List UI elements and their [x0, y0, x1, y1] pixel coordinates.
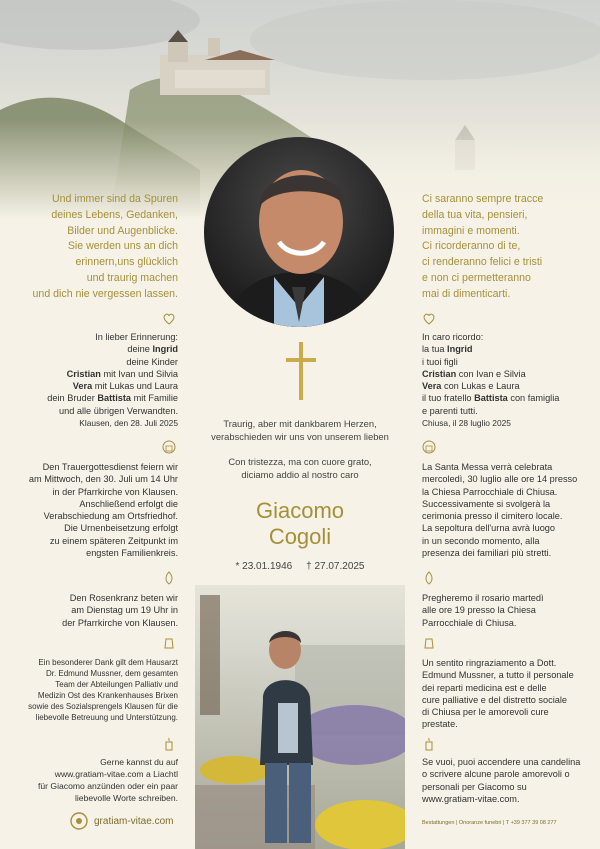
death-date: † 27.07.2025	[306, 561, 365, 572]
portrait-illustration	[204, 137, 394, 327]
service-line: engsten Familienkreis.	[86, 548, 178, 559]
verse-line: und traurig machen	[86, 271, 178, 284]
candle-line: liebevolle Worte schreiben.	[74, 793, 178, 803]
cross-icon	[286, 342, 316, 400]
verse-line: Ci saranno sempre tracce	[422, 193, 544, 205]
footer-brand[interactable]	[70, 812, 173, 830]
right-candle	[422, 756, 584, 805]
heart-icon	[422, 312, 436, 326]
church-icon	[422, 440, 436, 454]
rosary-line: der Pfarrkirche von Klausen.	[62, 617, 178, 628]
service-line: Anschließend erfolgt die	[79, 498, 178, 509]
thanks-line: dei reparti medicina est e delle	[422, 682, 547, 693]
service-line: Verabschiedung am Ortsfriedhof.	[43, 511, 178, 522]
footer-contact: Bestattungen | Onoranze funebri | T +39 377 39 08 277	[422, 820, 557, 826]
thanks-line: Edmund Mussner, a tutto il personale	[422, 670, 574, 681]
verse-line: Und immer sind da Spuren	[51, 193, 178, 205]
remembrance-line: Cristian mit Ivan und Silvia	[66, 368, 178, 379]
remembrance-intro: In lieber Erinnerung:	[95, 332, 178, 342]
candle-line: personali per Giacomo su	[422, 781, 527, 792]
rosary-line: Parrocchiale di Chiusa.	[422, 617, 517, 628]
verse-line: Ci ricorderanno di te,	[422, 240, 521, 253]
remembrance-line: und alle übrigen Verwandten.	[58, 405, 178, 416]
thanks-line: prestate.	[422, 719, 458, 730]
remembrance-line: deine Ingrid	[127, 344, 178, 355]
candle-line: www.gratiam-vitae.com a Liachtl	[54, 769, 178, 779]
service-line: Den Trauergottesdienst feiern wir	[42, 462, 178, 472]
rosary-line: alle ore 19 presso la Chiesa	[422, 605, 536, 616]
service-line: Die Urnenbeisetzung erfolgt	[64, 523, 178, 534]
thanks-line: Team der Abteilungen Palliativ und	[55, 680, 178, 689]
service-line: Successivamente si svolgerà la	[422, 498, 551, 509]
left-candle	[18, 756, 178, 804]
candle-line: für Giacomo anzünden oder ein paar	[38, 781, 178, 791]
thanks-line: Un sentito ringraziamento a Dott.	[422, 658, 557, 668]
thanks-line: cure palliative e del distretto sociale	[422, 694, 568, 705]
thanks-icon	[162, 636, 176, 650]
verse-line: e non ci permetteranno	[422, 271, 531, 284]
first-name: Giacomo	[255, 498, 345, 523]
heart-icon	[162, 312, 176, 326]
remembrance-line: e parenti tutti.	[422, 405, 478, 416]
rosary-icon	[162, 571, 176, 585]
verse-line: ci renderanno felici e tristi	[422, 256, 543, 269]
service-line: in un secondo momento, alla	[422, 535, 540, 546]
service-line: cerimonia presso il cimitero locale.	[422, 511, 563, 522]
candle-icon	[162, 737, 176, 751]
rosary-icon	[422, 571, 436, 585]
farewell-line: Con tristezza, ma con cuore grato,	[228, 456, 372, 467]
footer-brand-text: gratiam-vitae.com	[94, 815, 174, 827]
thanks-line: Medizin Ost des Krankenhauses Brixen	[37, 691, 178, 700]
brand-logo-icon	[70, 812, 88, 830]
candle-line: www.gratiam-vitae.com.	[422, 793, 520, 804]
remembrance-line: i tuoi figli	[422, 356, 458, 367]
thanks-line: liebevolle Betreuung und Unterstützung.	[35, 713, 178, 722]
right-rosary	[422, 592, 584, 629]
service-line: am Mittwoch, den 30. Juli um 14 Uhr	[28, 474, 178, 485]
farewell-line: Traurig, aber mit dankbarem Herzen,	[223, 418, 377, 429]
verse-line: immagini e momenti.	[422, 224, 520, 237]
church-icon	[162, 440, 176, 454]
garden-illustration	[195, 585, 405, 849]
thanks-line: di Chiusa per le amorevoli cure	[422, 707, 549, 718]
birth-date: * 23.01.1946	[235, 561, 293, 572]
verse-line: erinnern,uns glücklich	[75, 256, 178, 269]
life-dates	[196, 561, 404, 572]
farewell-line: verabschieden wir uns von unserem lieben	[211, 431, 389, 442]
verse-line: Bilder und Augenblicke.	[67, 224, 178, 237]
thanks-line: Ein besonderer Dank gilt dem Hausarzt	[38, 658, 178, 667]
thanks-icon	[422, 636, 436, 650]
remembrance-line: la tua Ingrid	[422, 344, 473, 355]
candle-line: o scrivere alcune parole amorevoli o	[422, 769, 570, 780]
portrait-photo	[204, 137, 394, 327]
thanks-line: Dr. Edmund Mussner, dem gesamten	[45, 669, 178, 678]
verse-line: Sie werden uns an dich	[67, 240, 178, 253]
rosary-line: Pregheremo il rosario martedì	[422, 593, 544, 603]
left-rosary	[18, 592, 178, 629]
remembrance-line: dein Bruder Battista mit Familie	[47, 393, 178, 404]
remembrance-line: Vera con Lukas e Laura	[422, 381, 520, 392]
right-remembrance	[422, 331, 584, 429]
left-verse	[18, 192, 178, 303]
service-line: zu einem späteren Zeitpunkt im	[49, 535, 178, 546]
right-thanks	[422, 657, 584, 731]
remembrance-line: il tuo fratello Battista con famiglia	[422, 393, 560, 404]
place-date: Chiusa, il 28 luglio 2025	[422, 418, 511, 429]
garden-photo	[195, 585, 405, 849]
service-line: presenza dei familiari più stretti.	[422, 548, 552, 559]
remembrance-intro: In caro ricordo:	[422, 332, 484, 342]
right-service	[422, 461, 584, 559]
german-farewell	[196, 417, 404, 443]
farewell-line: diciamo addio al nostro caro	[241, 469, 359, 480]
left-thanks	[18, 657, 178, 723]
last-name: Cogoli	[268, 524, 332, 549]
place-date: Klausen, den 28. Juli 2025	[79, 418, 178, 429]
verse-line: deines Lebens, Gedanken,	[51, 208, 178, 221]
candle-line: Se vuoi, puoi accendere una candelina	[422, 757, 581, 767]
thanks-line: sowie des Sozialsprengels Klausen für die	[28, 702, 178, 711]
right-verse	[422, 192, 584, 303]
verse-line: und dich nie vergessen lassen.	[32, 287, 178, 300]
left-service	[18, 461, 178, 559]
verse-line: mai di dimenticarti.	[422, 287, 511, 300]
rosary-line: am Dienstag um 19 Uhr in	[71, 605, 178, 616]
candle-icon	[422, 737, 436, 751]
verse-line: della tua vita, pensieri,	[422, 208, 528, 221]
service-line: la Chiesa Parrocchiale di Chiusa.	[422, 486, 558, 497]
remembrance-line: Cristian con Ivan e Silvia	[422, 368, 526, 379]
italian-farewell	[196, 455, 404, 481]
remembrance-line: Vera mit Lukas und Laura	[72, 381, 178, 392]
left-remembrance	[18, 331, 178, 429]
candle-line: Gerne kannst du auf	[100, 757, 178, 767]
service-line: in der Pfarrkirche von Klausen.	[52, 486, 178, 497]
service-line: La Santa Messa verrà celebrata	[422, 462, 553, 472]
service-line: La sepoltura dell'urna avrà luogo	[422, 523, 556, 534]
service-line: mercoledì, 30 luglio alle ore 14 presso	[422, 474, 578, 485]
rosary-line: Den Rosenkranz beten wir	[69, 593, 178, 603]
remembrance-line: deine Kinder	[126, 356, 178, 367]
